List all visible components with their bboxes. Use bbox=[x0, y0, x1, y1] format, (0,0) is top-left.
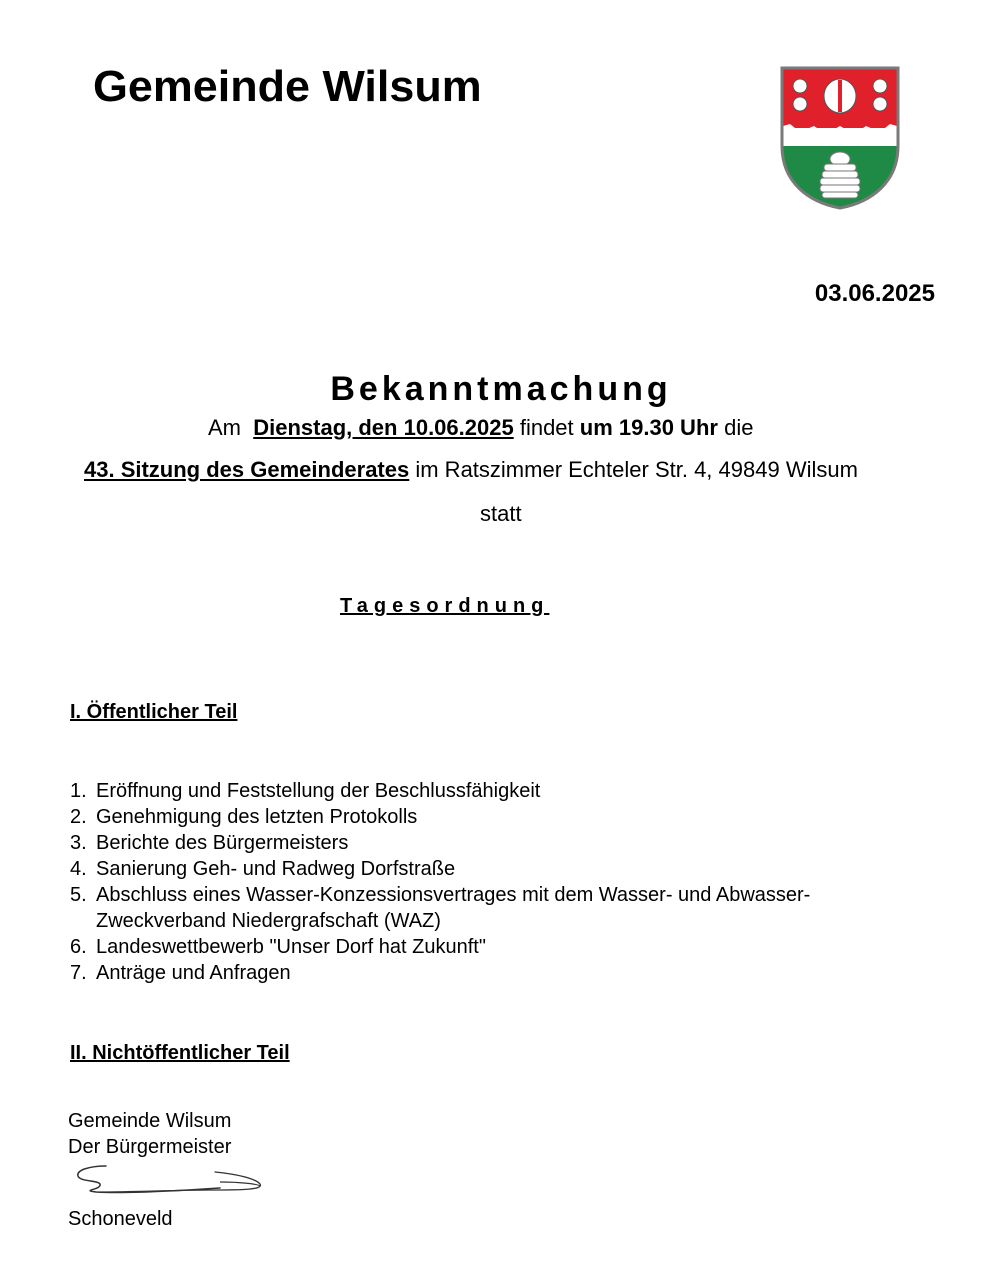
handwritten-signature bbox=[70, 1160, 270, 1200]
notice-title: Bekanntmachung bbox=[330, 370, 672, 408]
signature-role: Der Bürgermeister bbox=[68, 1136, 232, 1158]
meeting-day: Dienstag, den 10.06.2025 bbox=[253, 415, 514, 440]
item-number: 6. bbox=[70, 936, 87, 958]
signature-block bbox=[68, 1108, 231, 1160]
item-number: 7. bbox=[70, 962, 87, 984]
meeting-statt: statt bbox=[480, 501, 522, 526]
list-item bbox=[70, 960, 896, 986]
item-text: Landeswettbewerb "Unser Dorf hat Zukunft" bbox=[96, 936, 486, 958]
item-text: Berichte des Bürgermeisters bbox=[96, 832, 349, 854]
item-text: Abschluss eines Wasser-Konzessionsvertrages mit dem Wasser- und Abwasser-Zweckverband Niedergrafschaft (WAZ) bbox=[96, 884, 811, 932]
meeting-location: im Ratszimmer Echteler Str. 4, 49849 Wilsum bbox=[415, 457, 858, 482]
item-number: 2. bbox=[70, 806, 87, 828]
item-number: 4. bbox=[70, 858, 87, 880]
list-item bbox=[70, 934, 896, 960]
item-number: 3. bbox=[70, 832, 87, 854]
nonpublic-section-heading: II. Nichtöffentlicher Teil bbox=[70, 1042, 290, 1064]
list-item bbox=[70, 882, 896, 934]
item-number: 5. bbox=[70, 884, 87, 906]
meeting-location-line bbox=[84, 457, 858, 483]
agenda-title: Tagesordnung bbox=[340, 595, 550, 617]
line-mid: findet bbox=[519, 415, 574, 440]
public-section-heading: I. Öffentlicher Teil bbox=[70, 701, 238, 723]
item-number: 1. bbox=[70, 780, 87, 802]
document-date: 03.06.2025 bbox=[814, 280, 935, 307]
signature-org: Gemeinde Wilsum bbox=[68, 1110, 232, 1132]
agenda-list bbox=[70, 778, 896, 986]
list-item bbox=[70, 804, 896, 830]
item-text: Genehmigung des letzten Protokolls bbox=[96, 806, 418, 828]
meeting-time: um 19.30 Uhr bbox=[579, 415, 718, 440]
item-text: Anträge und Anfragen bbox=[96, 962, 291, 984]
item-text: Eröffnung und Feststellung der Beschlussfähigkeit bbox=[96, 780, 541, 802]
meeting-date-line bbox=[208, 415, 753, 441]
list-item bbox=[70, 830, 896, 856]
organization-title: Gemeinde Wilsum bbox=[93, 62, 482, 111]
line-prefix: Am bbox=[208, 415, 241, 440]
item-text: Sanierung Geh- und Radweg Dorfstraße bbox=[96, 858, 456, 880]
meeting-name: 43. Sitzung des Gemeinderates bbox=[84, 457, 410, 482]
coat-of-arms-logo bbox=[776, 64, 904, 212]
signer-name: Schoneveld bbox=[68, 1208, 173, 1230]
list-item bbox=[70, 856, 896, 882]
line-suffix: die bbox=[724, 415, 754, 440]
list-item bbox=[70, 778, 896, 804]
